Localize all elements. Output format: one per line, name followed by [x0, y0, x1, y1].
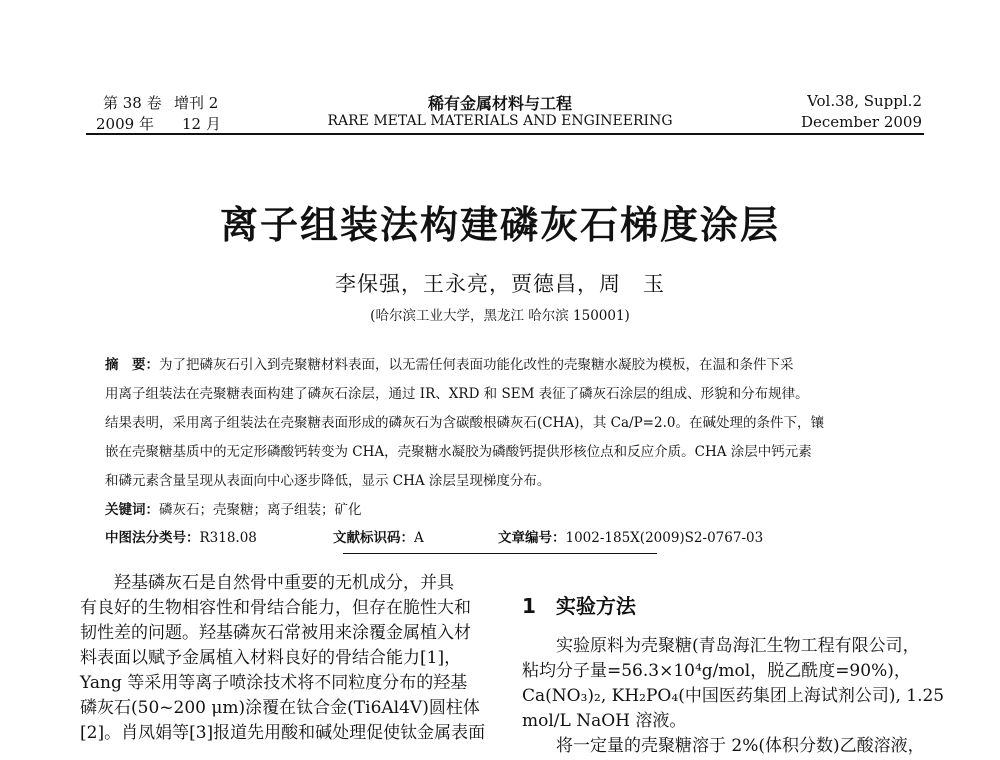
header-rule — [86, 133, 924, 135]
authors: 李保强，王永亮，贾德昌，周 玉 — [335, 272, 665, 296]
header-supplement: 增刊 2 — [174, 94, 219, 112]
left-line-6: 磷灰石(50~200 μm)涂覆在钛合金(Ti6Al4V)圆柱体 — [80, 698, 480, 718]
right-line-3: Ca(NO₃)₂, KH₂PO₄(中国医药集团上海试剂公司), 1.25 — [522, 686, 945, 706]
keywords — [105, 498, 905, 518]
abstract-text: 为了把磷灰石引入到壳聚糖材料表面，以无需任何表面功能化改性的壳聚糖水凝胶为模板，在温和条件下采 — [159, 357, 794, 373]
header-year: 2009 年 — [96, 115, 154, 133]
right-line-4: mol/L NaOH 溶液。 — [522, 711, 687, 731]
classification-clc — [105, 526, 257, 546]
abstract-label: 摘 要： — [105, 357, 159, 373]
right-line-1: 实验原料为壳聚糖(青岛海汇生物工程有限公司， — [556, 636, 920, 656]
classification-article — [498, 526, 763, 546]
right-column — [522, 634, 945, 759]
affiliation: (哈尔滨工业大学，黑龙江 哈尔滨 150001) — [370, 308, 630, 324]
page-title: 离子组装法构建磷灰石梯度涂层 — [219, 203, 780, 247]
left-line-4: 料表面以赋予金属植入材料良好的骨结合能力[1]， — [80, 648, 462, 668]
right-line-2: 粘均分子量=56.3×10⁴g/mol，脱乙酰度=90%)， — [522, 661, 911, 681]
left-line-7: [2]。肖凤娟等[3]报道先用酸和碱处理促使钛金属表面 — [80, 723, 486, 743]
article-value: 1002-185X(2009)S2-0767-03 — [565, 530, 764, 546]
left-line-3: 韧性差的问题。羟基磷灰石常被用来涂覆金属植入材 — [80, 623, 471, 643]
doc-label: 文献标识码： — [333, 530, 414, 546]
article-label: 文章编号： — [498, 530, 566, 546]
left-column — [80, 571, 490, 746]
header-volume-en: Vol.38, Suppl.2 — [807, 92, 922, 110]
keywords-text: 磷灰石；壳聚糖；离子组装；矿化 — [159, 502, 362, 518]
left-line-5: Yang 等采用等离子喷涂技术将不同粒度分布的羟基 — [80, 673, 468, 693]
classification-doc — [333, 526, 424, 546]
header-month: 12 月 — [182, 115, 221, 133]
clc-label: 中图法分类号： — [105, 530, 200, 546]
abstract-line-3: 结果表明，采用离子组装法在壳聚糖表面形成的磷灰石为含碳酸根磷灰石(CHA)，其 Ca/P=2.0。在碱处理的条件下，镶 — [105, 415, 824, 431]
keywords-label: 关键词： — [105, 502, 159, 518]
clc-value: R318.08 — [199, 530, 257, 546]
abstract-line-5: 和磷元素含量呈现从表面向中心逐步降低，显示 CHA 涂层呈现梯度分布。 — [105, 473, 551, 489]
header-date-en: December 2009 — [801, 113, 922, 131]
section-heading: 1 实验方法 — [522, 594, 636, 618]
abstract-line-4: 嵌在壳聚糖基质中的无定形磷酸钙转变为 CHA，壳聚糖水凝胶为磷酸钙提供形核位点和反应介质。CHA 涂层中钙元素 — [105, 444, 812, 460]
header-volume: 第 38 卷 — [103, 94, 162, 112]
left-line-1: 羟基磷灰石是自然骨中重要的无机成分，并具 — [114, 573, 454, 593]
right-line-5: 将一定量的壳聚糖溶于 2%(体积分数)乙酸溶液， — [556, 736, 925, 756]
left-line-2: 有良好的生物相容性和骨结合能力，但存在脆性大和 — [80, 598, 471, 618]
journal-title-en: RARE METAL MATERIALS AND ENGINEERING — [327, 113, 673, 129]
journal-title-cn: 稀有金属材料与工程 — [427, 94, 572, 113]
abstract-line-2: 用离子组装法在壳聚糖表面构建了磷灰石涂层，通过 IR、XRD 和 SEM 表征了磷灰石涂层的组成、形貌和分布规律。 — [105, 386, 809, 402]
abstract-line-1 — [105, 353, 905, 373]
abstract-divider — [343, 553, 657, 554]
doc-value: A — [414, 530, 424, 546]
